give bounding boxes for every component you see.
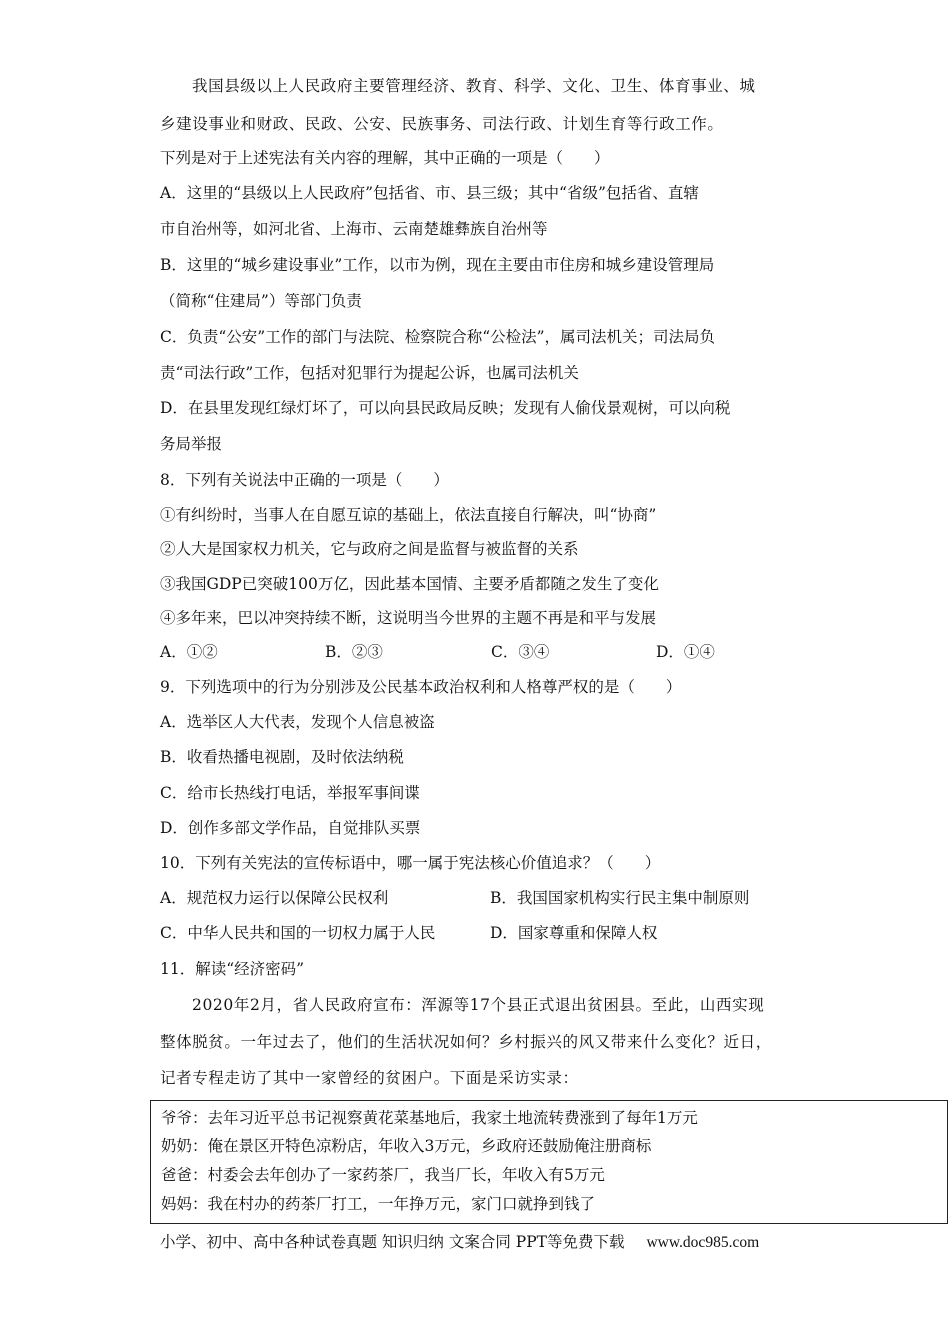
- q11-passage-line-2: 整体脱贫。一年过去了，他们的生活状况如何？乡村振兴的风又带来什么变化？近日，: [160, 1033, 772, 1051]
- q10-stem: 10．下列有关宪法的宣传标语中，哪一属于宪法核心价值追求？（ ）: [160, 854, 661, 872]
- interview-grandpa: 爷爷：去年习近平总书记视察黄花菜基地后，我家土地流转费涨到了每年1万元: [161, 1109, 698, 1127]
- q9-option-b: B．收看热播电视剧，及时依法纳税: [160, 748, 404, 766]
- q7-option-b-line-2: （简称“住建局”）等部门负责: [160, 292, 362, 310]
- q9-option-a: A．选举区人大代表，发现个人信息被盗: [160, 713, 435, 731]
- q7-option-a-line-1: A．这里的“县级以上人民政府”包括省、市、县三级；其中“省级”包括省、直辖: [160, 184, 699, 202]
- interview-dad: 爸爸：村委会去年创办了一家药茶厂，我当厂长，年收入有5万元: [161, 1166, 605, 1184]
- q11-passage-line-3: 记者专程走访了其中一家曾经的贫困户。下面是采访实录：: [160, 1069, 579, 1087]
- interview-grandma: 奶奶：俺在景区开特色凉粉店，年收入3万元，乡政府还鼓励俺注册商标: [161, 1137, 652, 1155]
- q11-stem: 11．解读“经济密码”: [160, 960, 305, 978]
- q7-option-d-line-2: 务局举报: [160, 435, 223, 453]
- q8-statement-2: ②人大是国家权力机关，它与政府之间是监督与被监督的关系: [160, 540, 579, 558]
- q9-option-c: C．给市长热线打电话，举报军事间谍: [160, 784, 420, 802]
- q8-option-c: C．③④: [491, 643, 550, 661]
- q7-option-b-line-1: B．这里的“城乡建设事业”工作，以市为例，现在主要由市住房和城乡建设管理局: [160, 256, 715, 274]
- q7-option-a-line-2: 市自治州等，如河北省、上海市、云南楚雄彝族自治州等: [160, 220, 548, 238]
- q8-option-a: A．①②: [160, 643, 218, 661]
- passage-line-1: 我国县级以上人民政府主要管理经济、教育、科学、文化、卫生、体育事业、城: [192, 77, 756, 95]
- q7-stem: 下列是对于上述宪法有关内容的理解，其中正确的一项是（ ）: [160, 149, 610, 167]
- q8-statement-3: ③我国GDP已突破100万亿，因此基本国情、主要矛盾都随之发生了变化: [160, 575, 659, 593]
- q10-option-c: C．中华人民共和国的一切权力属于人民: [160, 924, 436, 942]
- q9-option-d: D．创作多部文学作品，自觉排队买票: [160, 819, 421, 837]
- q7-option-c-line-2: 责“司法行政”工作，包括对犯罪行为提起公诉，也属司法机关: [160, 364, 579, 382]
- q7-option-c-line-1: C．负责“公安”工作的部门与法院、检察院合称“公检法”，属司法机关；司法局负: [160, 328, 716, 346]
- q9-stem: 9．下列选项中的行为分别涉及公民基本政治权利和人格尊严权的是（ ）: [160, 678, 682, 696]
- q8-stem: 8．下列有关说法中正确的一项是（ ）: [160, 471, 449, 489]
- passage-line-2: 乡建设事业和财政、民政、公安、民族事务、司法行政、计划生育等行政工作。: [160, 115, 724, 133]
- q8-statement-1: ①有纠纷时，当事人在自愿互谅的基础上，依法直接自行解决，叫“协商”: [160, 506, 657, 524]
- interview-box: [150, 1100, 948, 1224]
- footer-url[interactable]: www.doc985.com: [646, 1234, 760, 1251]
- q10-option-a: A．规范权力运行以保障公民权利: [160, 889, 389, 907]
- q8-option-b: B．②③: [325, 643, 383, 661]
- interview-mom: 妈妈：我在村办的药茶厂打工，一年挣万元，家门口就挣到钱了: [161, 1195, 596, 1213]
- q10-option-b: B．我国国家机构实行民主集中制原则: [490, 889, 750, 907]
- q10-option-d: D．国家尊重和保障人权: [490, 924, 658, 942]
- q11-passage-line-1: 2020年2月，省人民政府宣布：浑源等17个县正式退出贫困县。至此，山西实现: [192, 996, 765, 1014]
- footer: [160, 1232, 759, 1253]
- q8-statement-4: ④多年来，巴以冲突持续不断，这说明当今世界的主题不再是和平与发展: [160, 609, 657, 627]
- q8-option-d: D．①④: [656, 643, 715, 661]
- q7-option-d-line-1: D．在县里发现红绿灯坏了，可以向县民政局反映；发现有人偷伐景观树，可以向税: [160, 399, 731, 417]
- footer-text: 小学、初中、高中各种试卷真题 知识归纳 文案合同 PPT等免费下载: [160, 1233, 625, 1251]
